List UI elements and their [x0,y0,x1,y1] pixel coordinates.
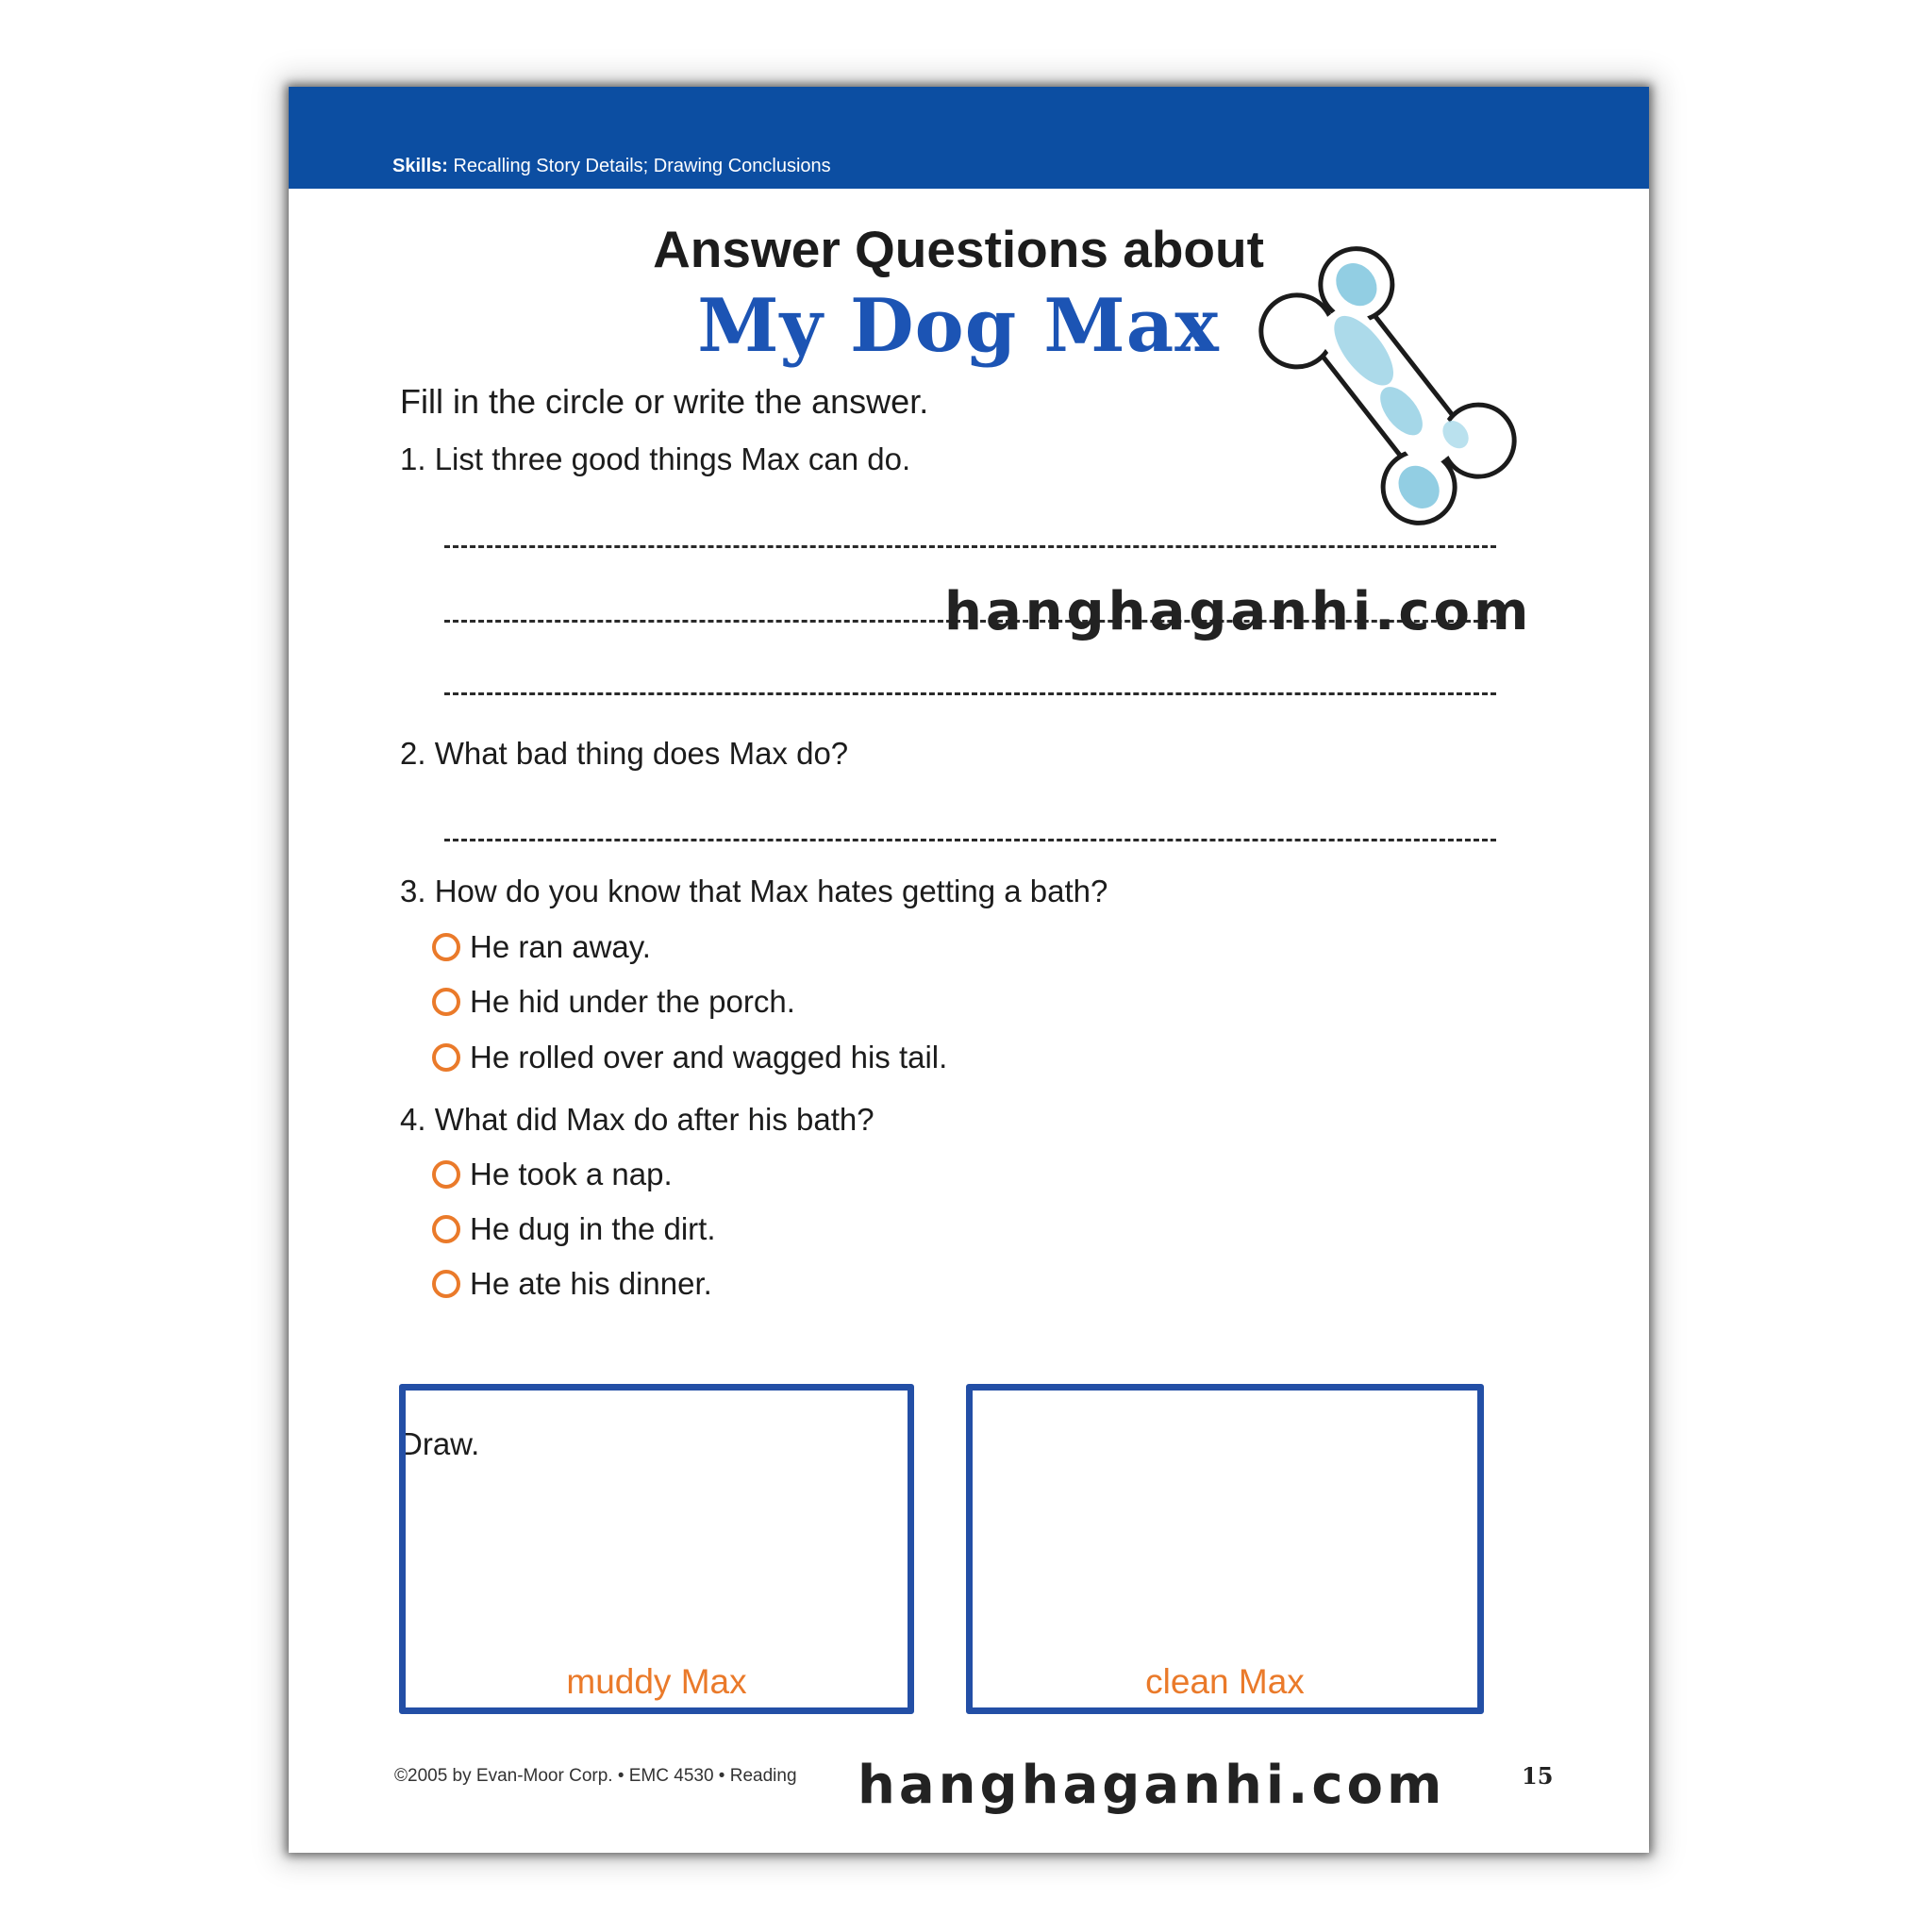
question-number: 1. [400,441,426,476]
watermark-text: hanghaganhi.com [858,1755,1446,1816]
question-3 [400,874,1108,909]
option-label: He ate his dinner. [470,1266,712,1301]
skills-line [392,156,831,177]
question-text: What bad thing does Max do? [434,736,849,771]
option-label: He hid under the porch. [470,984,795,1019]
bone-icon [1251,221,1524,551]
worksheet-page [289,87,1649,1853]
drawing-box-muddy[interactable] [399,1384,914,1714]
choice-option[interactable] [432,1039,947,1076]
question-4 [400,1102,874,1138]
question-number: 3. [400,874,426,908]
question-text: List three good things Max can do. [434,441,911,476]
question-2 [400,736,848,772]
question-text: What did Max do after his bath? [434,1102,874,1137]
radio-circle-icon[interactable] [432,1270,460,1298]
radio-circle-icon[interactable] [432,1160,460,1189]
drawing-caption: muddy Max [566,1662,747,1701]
page-title: My Dog Max [697,283,1220,369]
choice-option[interactable] [432,1156,673,1193]
instructions: Fill in the circle or write the answer. [400,382,929,421]
radio-circle-icon[interactable] [432,1215,460,1243]
draw-label: Draw. [400,1426,480,1461]
title-line-1: Answer Questions about [653,220,1264,278]
drawing-box-clean[interactable] [966,1384,1484,1714]
skills-text: Recalling Story Details; Drawing Conclusions [453,156,831,176]
question-number: 2. [400,736,426,771]
option-label: He rolled over and wagged his tail. [470,1040,948,1074]
page-number: 15 [1522,1762,1554,1790]
radio-circle-icon[interactable] [432,988,460,1016]
option-label: He took a nap. [470,1157,673,1191]
answer-line[interactable] [444,545,1496,548]
answer-line[interactable] [444,692,1496,695]
question-number: 4. [400,1102,426,1137]
option-label: He dug in the dirt. [470,1211,716,1246]
header-band [289,87,1649,189]
drawing-caption: clean Max [1145,1662,1305,1701]
copyright-footer: ©2005 by Evan-Moor Corp. • EMC 4530 • Reading [394,1766,797,1786]
choice-option[interactable] [432,983,795,1021]
option-label: He ran away. [470,929,651,964]
answer-line[interactable] [444,839,1496,841]
question-text: How do you know that Max hates getting a bath? [434,874,1108,908]
choice-option[interactable] [432,1265,712,1303]
skills-label: Skills: [392,156,448,176]
watermark-text: hanghaganhi.com [944,581,1533,642]
choice-option[interactable] [432,1210,716,1248]
choice-option[interactable] [432,928,651,966]
radio-circle-icon[interactable] [432,933,460,961]
radio-circle-icon[interactable] [432,1043,460,1072]
question-1 [400,441,910,477]
